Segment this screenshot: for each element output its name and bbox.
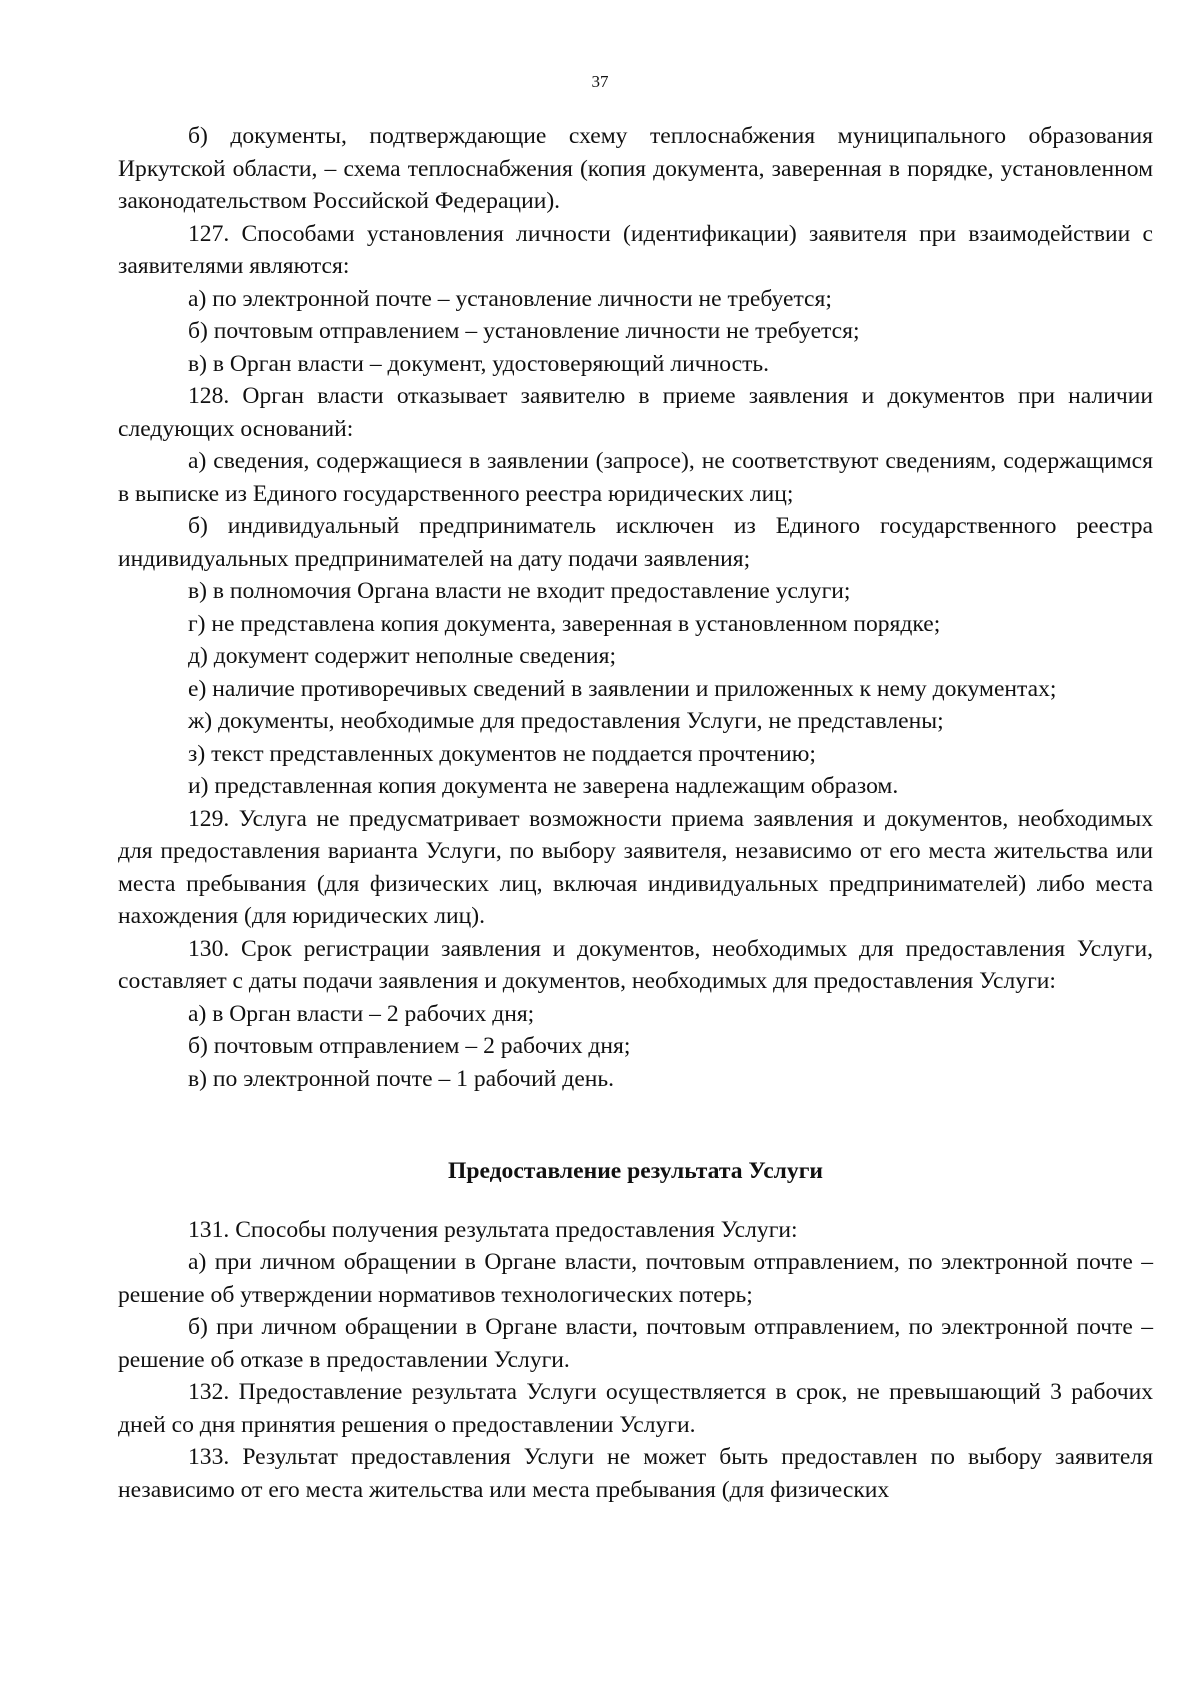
list-item: д) документ содержит неполные сведения; (188, 643, 617, 669)
list-item: е) наличие противоречивых сведений в заявлении и приложенных к нему документах; (188, 675, 1057, 702)
list-item: а) сведения, содержащиеся в заявлении (запросе), не соответствуют сведениям, содержащимся в выписке из Единого государственного реестра юридических лиц; (118, 448, 1153, 507)
paragraph: 133. Результат предоставления Услуги не может быть предоставлен по выбору заявителя независимо от его места жительства или места пребывания (для физических (118, 1444, 1153, 1503)
list-item: а) при личном обращении в Органе власти, почтовым отправлением, по электронной почте – решение об утверждении нормативов технологических потерь; (118, 1249, 1153, 1308)
list-item: г) не представлена копия документа, заверенная в установленном порядке; (188, 610, 941, 637)
paragraph: б) документы, подтверждающие схему теплоснабжения муниципального образования Иркутской области, – схема теплоснабжения (копия документа, заверенная в порядке, установленном законодательством Российской Федерации). (118, 123, 1153, 214)
document-body (118, 120, 1153, 1506)
list-item: ж) документы, необходимые для предоставления Услуги, не представлены; (188, 708, 944, 734)
list-item: а) в Орган власти – 2 рабочих дня; (188, 1000, 535, 1027)
list-item: а) по электронной почте – установление личности не требуется; (188, 285, 832, 312)
list-item: б) почтовым отправлением – 2 рабочих дня; (188, 1033, 631, 1059)
paragraph: 127. Способами установления личности (идентификации) заявителя при взаимодействии с заявителями являются: (118, 220, 1153, 279)
list-item: б) индивидуальный предприниматель исключен из Единого государственного реестра индивидуальных предпринимателей на дату подачи заявления; (118, 513, 1153, 572)
paragraph: 129. Услуга не предусматривает возможности приема заявления и документов, необходимых для предоставления варианта Услуги, по выбору заявителя, независимо от его места жительства или места пребывания (для физических лиц, включая индивидуальных предпринимателей) либо места нахождения (для юридических лиц). (118, 805, 1153, 929)
list-item: б) почтовым отправлением – установление личности не требуется; (188, 318, 860, 344)
spacer (118, 1188, 1153, 1214)
list-item: и) представленная копия документа не заверена надлежащим образом. (188, 773, 899, 799)
spacer (118, 1095, 1153, 1155)
paragraph: 131. Способы получения результата предоставления Услуги: (188, 1216, 798, 1243)
list-item: в) по электронной почте – 1 рабочий день. (188, 1065, 615, 1092)
list-item: б) при личном обращении в Органе власти, почтовым отправлением, по электронной почте – решение об отказе в предоставлении Услуги. (118, 1314, 1153, 1373)
paragraph: 130. Срок регистрации заявления и документов, необходимых для предоставления Услуги, составляет с даты подачи заявления и документов, необходимых для предоставления Услуги: (118, 935, 1153, 994)
list-item: в) в Орган власти – документ, удостоверяющий личность. (188, 350, 770, 377)
paragraph: 132. Предоставление результата Услуги осуществляется в срок, не превышающий 3 рабочих дней со дня принятия решения о предоставлении Услуги. (118, 1379, 1153, 1438)
section-heading: Предоставление результата Услуги (447, 1158, 824, 1184)
paragraph: 128. Орган власти отказывает заявителю в приеме заявления и документов при наличии следующих оснований: (118, 383, 1153, 442)
list-item: з) текст представленных документов не поддается прочтению; (188, 740, 816, 767)
list-item: в) в полномочия Органа власти не входит предоставление услуги; (188, 578, 851, 604)
page-number: 37 (591, 72, 609, 91)
